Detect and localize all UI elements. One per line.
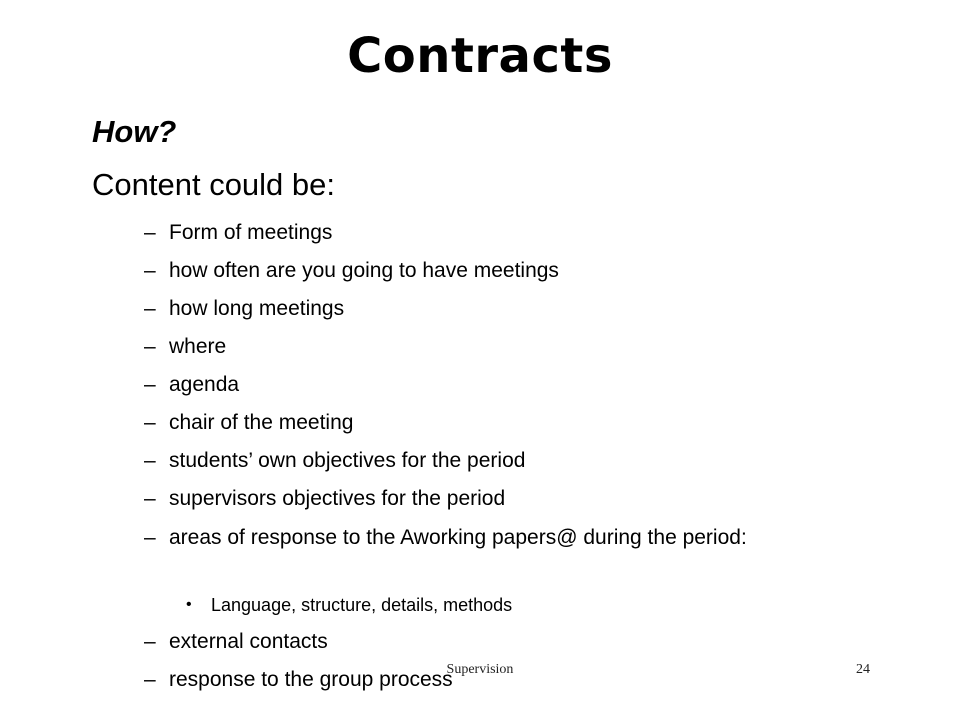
list-item-text: chair of the meeting bbox=[169, 411, 354, 434]
list-item bbox=[144, 524, 888, 551]
dash-bullet: – bbox=[144, 221, 156, 244]
list-item-text: agenda bbox=[169, 373, 240, 396]
list-item-text: external contacts bbox=[169, 630, 328, 653]
sub-list-item-text: Language, structure, details, methods bbox=[211, 595, 513, 615]
dash-bullet: – bbox=[144, 449, 156, 472]
dash-bullet: – bbox=[144, 526, 156, 549]
dash-bullet: – bbox=[144, 487, 156, 510]
list-item-text: where bbox=[169, 335, 227, 358]
list-item-text: students’ own objectives for the period bbox=[169, 449, 526, 472]
footer-label: Supervision bbox=[446, 662, 514, 677]
heading-content: Content could be: bbox=[92, 167, 336, 202]
dash-bullet: – bbox=[144, 630, 156, 653]
list-item-text: supervisors objectives for the period bbox=[169, 487, 506, 510]
sub-list-item bbox=[186, 593, 512, 617]
list-item bbox=[144, 333, 888, 360]
list-item bbox=[144, 485, 888, 512]
dash-bullet: – bbox=[144, 373, 156, 396]
list-item-text: Form of meetings bbox=[169, 221, 333, 244]
heading-how: How? bbox=[92, 114, 177, 149]
slide-title: Contracts bbox=[347, 28, 613, 84]
list-item-text: how long meetings bbox=[169, 297, 345, 320]
dash-bullet: – bbox=[144, 668, 156, 691]
dash-bullet: – bbox=[144, 411, 156, 434]
list-item bbox=[144, 628, 888, 655]
dash-bullet: – bbox=[144, 297, 156, 320]
list-item bbox=[144, 371, 888, 398]
list-item bbox=[144, 447, 888, 474]
dash-bullet: – bbox=[144, 335, 156, 358]
list-item-text: how often are you going to have meetings bbox=[169, 259, 559, 282]
list-item bbox=[144, 219, 888, 246]
dash-bullet: – bbox=[144, 259, 156, 282]
list-item-text: areas of response to the Aworking papers@ during the period: bbox=[169, 526, 747, 549]
dot-bullet: • bbox=[186, 596, 192, 613]
page-number: 24 bbox=[856, 662, 870, 677]
list-item-text: response to the group process bbox=[169, 668, 453, 691]
list-item bbox=[144, 257, 888, 284]
list-item bbox=[144, 409, 888, 436]
list-item bbox=[144, 295, 888, 322]
